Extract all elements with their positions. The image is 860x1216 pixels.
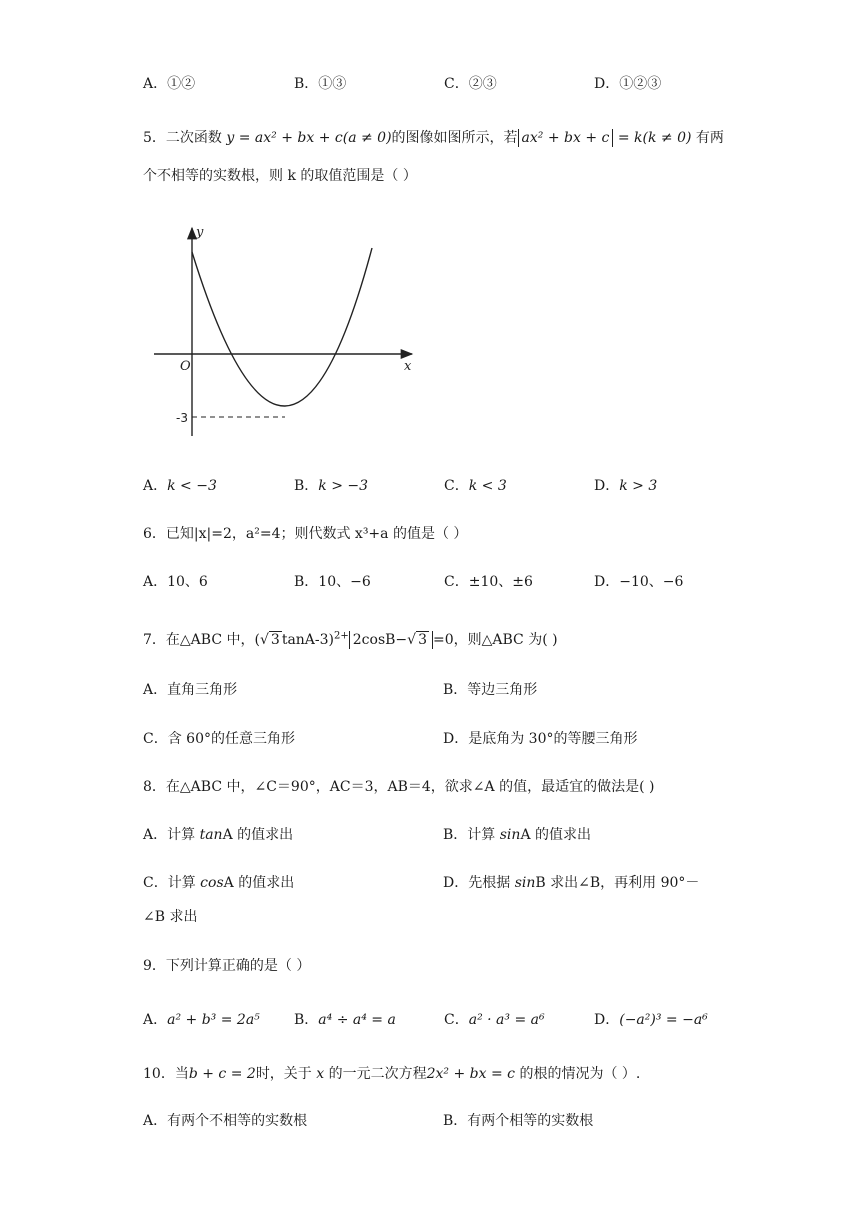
parabola-curve [192, 248, 372, 406]
q9-option-d-letter: D． [594, 1012, 620, 1028]
q5-text-3: 有两 [695, 130, 724, 146]
q10-number: 10．当 [143, 1066, 189, 1082]
y-axis-label: y [196, 225, 204, 240]
q5-option-d-math: k > 3 [619, 478, 658, 494]
q8-option-a: A．计算 tanA 的值求出 [143, 827, 294, 843]
q8-option-b: B．计算 sinA 的值求出 [443, 827, 591, 843]
q7-option-a: A．直角三角形 [143, 682, 238, 698]
q9-option-b-math: a⁴ ÷ a⁴ = a [318, 1012, 396, 1028]
x-axis-label: x [404, 359, 412, 374]
q9-option-c-math: a² · a³ = a⁶ [468, 1012, 545, 1028]
q8-option-c: C．计算 cosA 的值求出 [143, 875, 295, 891]
q5-option-a-math: k < −3 [167, 478, 217, 494]
q7-stem [0, 628, 860, 652]
q5-option-c-letter: C． [444, 478, 469, 494]
q9-option-a-letter: A． [143, 1012, 168, 1028]
q8-options-row2 [0, 871, 860, 895]
q5-abs-expression: ax² + bx + c [518, 129, 614, 147]
q5-option-d-letter: D． [594, 478, 620, 494]
q6-stem [0, 522, 860, 546]
q9-option-a-math: a² + b³ = 2a⁵ [167, 1012, 260, 1028]
q10-text-3: 的根的情况为（ ）. [519, 1066, 641, 1082]
q8-option-d-line2 [0, 905, 860, 929]
q8-stem [0, 775, 860, 799]
q8-stem-text: 8．在△ABC 中，∠C＝90°，AC＝3，AB＝4，欲求∠A 的值，最适宜的做法是( ) [143, 779, 655, 795]
q9-options [0, 1008, 860, 1032]
q7-option-b: B．等边三角形 [443, 682, 538, 698]
q7-option-c: C．含 60°的任意三角形 [143, 731, 295, 747]
q4-option-b: B．①③ [294, 76, 347, 92]
q7-text-1: 7．在△ABC 中，( [143, 632, 260, 648]
q6-option-c: C．±10、±6 [444, 574, 533, 590]
q8-options-row1 [0, 823, 860, 847]
q5-text-1: 二次函数 [165, 130, 222, 146]
q7-option-d: D．是底角为 30°的等腰三角形 [443, 731, 638, 747]
q7-text-2: tanA-3) [281, 632, 335, 648]
min-value-label: -3 [176, 411, 188, 425]
q10-equation: 2x² + bx = c [426, 1066, 515, 1082]
q10-options-row1 [0, 1109, 860, 1133]
q9-stem [0, 954, 860, 978]
q8-option-d: D．先根据 sinB 求出∠B，再利用 90°－ [443, 875, 700, 891]
q10-stem [0, 1062, 860, 1086]
q4-option-a: A．①② [143, 76, 196, 92]
q7-radical-sign: √ [259, 632, 269, 648]
q5-option-a-letter: A． [143, 478, 168, 494]
q10-text-2: 的一元二次方程 [328, 1066, 427, 1082]
q5-option-c-math: k < 3 [468, 478, 507, 494]
q7-square: 2+ [334, 630, 349, 642]
origin-label: O [180, 359, 191, 374]
q5-parabola-graph [150, 222, 422, 442]
q5-stem-line1 [0, 126, 860, 150]
q6-stem-text: 6．已知|x|=2，a²=4；则代数式 x³+a 的值是（ ） [143, 526, 468, 542]
q8-option-d-continuation: ∠B 求出 [143, 909, 198, 925]
q5-text-2: 的图像如图所示，若 [391, 130, 518, 146]
q7-sqrt-2: 3 [418, 632, 427, 648]
q9-option-d-math: (−a²)³ = −a⁶ [619, 1012, 708, 1028]
q10-variable: x [316, 1066, 325, 1082]
q4-options [0, 72, 860, 96]
q4-option-d: D．①②③ [594, 76, 662, 92]
q7-abs-text: 2cosB− [352, 632, 408, 648]
q10-option-a: A．有两个不相等的实数根 [143, 1113, 308, 1129]
q6-option-a: A．10、6 [143, 574, 208, 590]
q9-option-b-letter: B． [294, 1012, 319, 1028]
q5-text-line2: 个不相等的实数根，则 k 的取值范围是（ ） [143, 168, 417, 184]
q6-options [0, 570, 860, 594]
q6-option-d: D．−10、−6 [594, 574, 684, 590]
q6-option-b: B．10、−6 [294, 574, 371, 590]
q10-text-1: 时，关于 [255, 1066, 312, 1082]
q9-option-c-letter: C． [444, 1012, 469, 1028]
q7-abs-expression [349, 631, 433, 649]
q5-option-b-letter: B． [294, 478, 319, 494]
q7-sqrt-1: 3 [270, 632, 280, 648]
q7-options-row1 [0, 678, 860, 702]
q5-number: 5． [143, 130, 166, 146]
q5-equals-k: = k(k ≠ 0) [617, 130, 692, 146]
q7-radical-sign-2: √ [407, 632, 417, 648]
q4-option-c: C．②③ [444, 76, 497, 92]
q9-stem-text: 9．下列计算正确的是（ ） [143, 958, 311, 974]
q5-function: y = ax² + bx + c(a ≠ 0) [226, 130, 392, 146]
q5-options [0, 474, 860, 498]
q10-option-b: B．有两个相等的实数根 [443, 1113, 594, 1129]
q5-stem-line2 [0, 164, 860, 188]
q7-text-4: =0，则△ABC 为( ) [433, 632, 558, 648]
q10-condition: b + c = 2 [188, 1066, 256, 1082]
q7-options-row2 [0, 727, 860, 751]
q5-option-b-math: k > −3 [318, 478, 369, 494]
